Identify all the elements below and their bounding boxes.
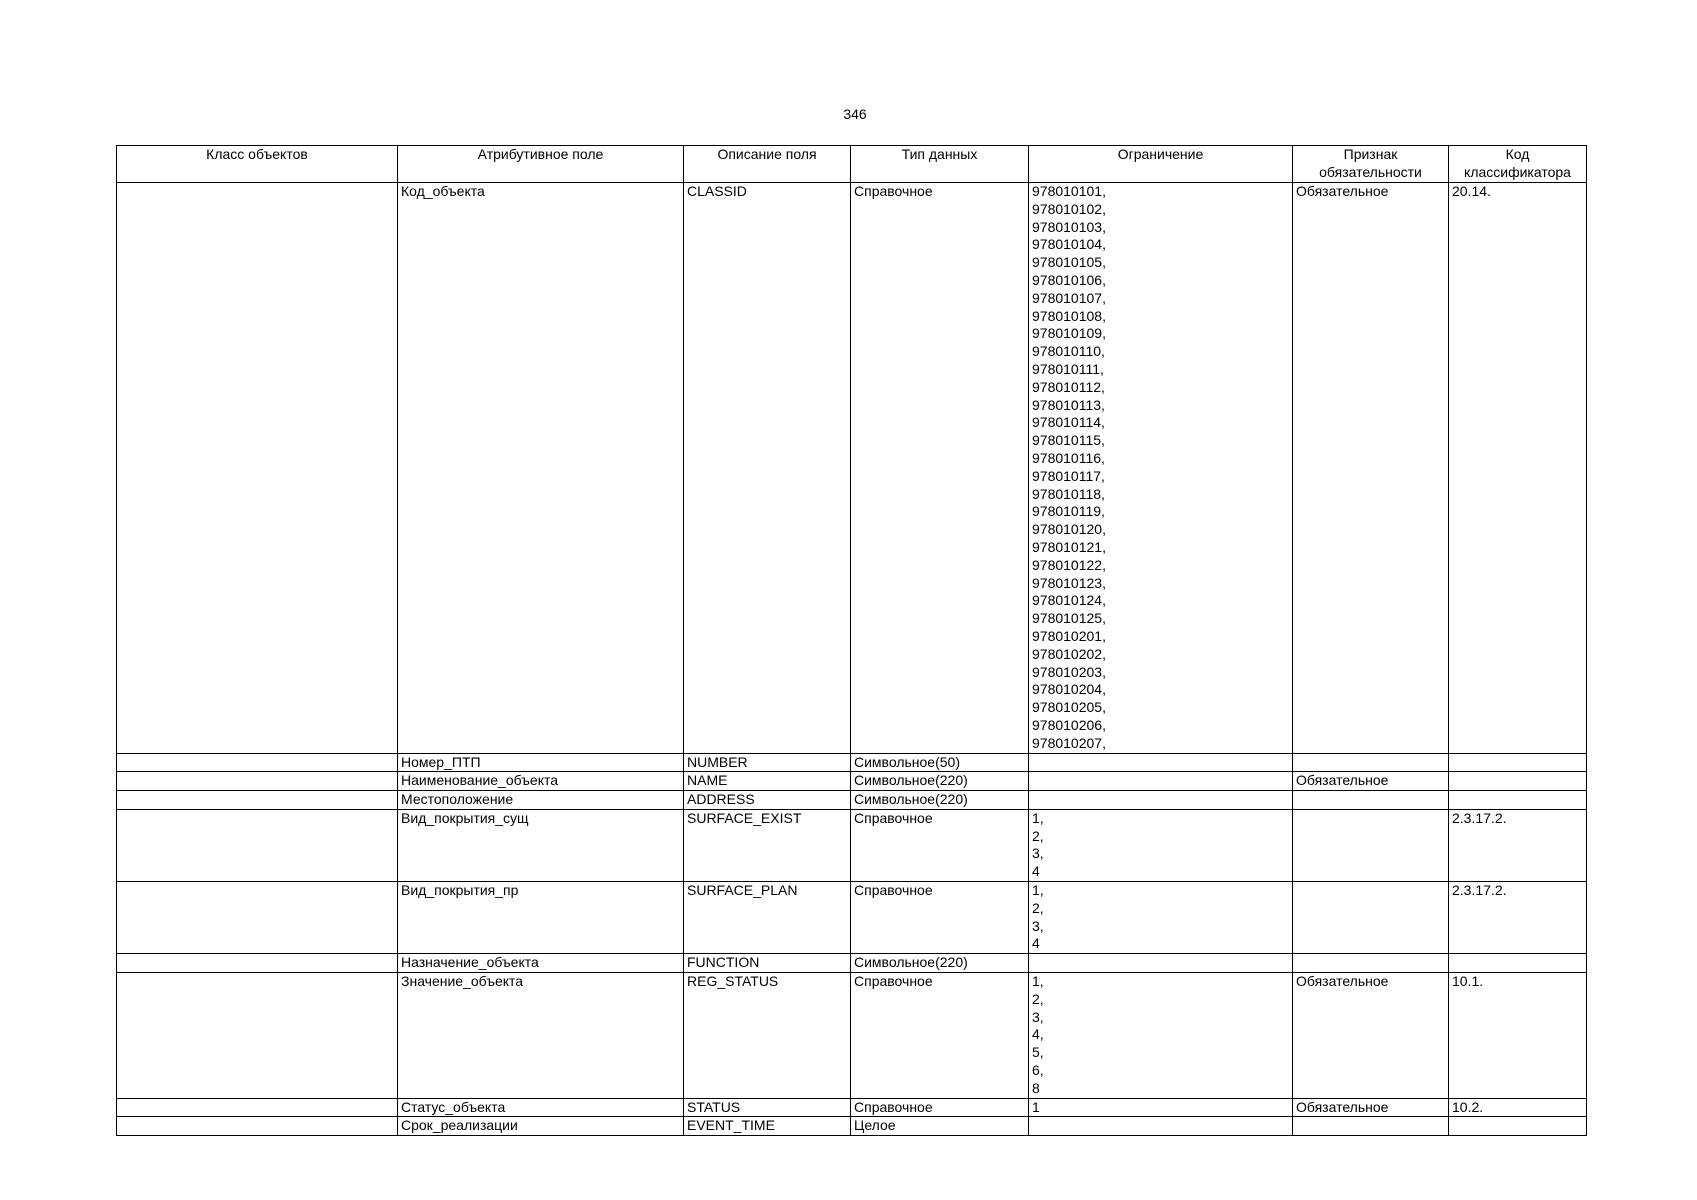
cell-class bbox=[117, 791, 398, 810]
cell-type: Символьное(220) bbox=[851, 791, 1029, 810]
cell-type: Справочное bbox=[851, 882, 1029, 954]
cell-classifier bbox=[1449, 954, 1587, 973]
cell-restriction: 1 bbox=[1029, 1098, 1293, 1117]
cell-class bbox=[117, 973, 398, 1099]
cell-classifier bbox=[1449, 1117, 1587, 1136]
attribute-table bbox=[116, 145, 1587, 1136]
cell-field: NUMBER bbox=[684, 753, 851, 772]
cell-restriction: 1, 2, 3, 4 bbox=[1029, 882, 1293, 954]
cell-restriction bbox=[1029, 753, 1293, 772]
cell-required bbox=[1293, 1117, 1449, 1136]
cell-restriction: 1, 2, 3, 4 bbox=[1029, 809, 1293, 881]
cell-classifier bbox=[1449, 753, 1587, 772]
cell-class bbox=[117, 1117, 398, 1136]
cell-classifier: 10.1. bbox=[1449, 973, 1587, 1099]
cell-restriction bbox=[1029, 954, 1293, 973]
cell-class bbox=[117, 882, 398, 954]
cell-class bbox=[117, 183, 398, 754]
cell-required bbox=[1293, 954, 1449, 973]
table-row bbox=[117, 183, 1587, 754]
cell-class bbox=[117, 809, 398, 881]
cell-required: Обязательное bbox=[1293, 772, 1449, 791]
cell-field: CLASSID bbox=[684, 183, 851, 754]
header-attribute: Атрибутивное поле bbox=[398, 146, 684, 183]
cell-classifier: 20.14. bbox=[1449, 183, 1587, 754]
cell-attribute: Вид_покрытия_пр bbox=[398, 882, 684, 954]
table-row bbox=[117, 973, 1587, 1099]
cell-classifier: 10.2. bbox=[1449, 1098, 1587, 1117]
cell-class bbox=[117, 772, 398, 791]
cell-type: Целое bbox=[851, 1117, 1029, 1136]
table-row bbox=[117, 954, 1587, 973]
header-field: Описание поля bbox=[684, 146, 851, 183]
cell-type: Символьное(50) bbox=[851, 753, 1029, 772]
cell-type: Справочное bbox=[851, 809, 1029, 881]
cell-attribute: Местоположение bbox=[398, 791, 684, 810]
cell-classifier bbox=[1449, 772, 1587, 791]
cell-attribute: Вид_покрытия_сущ bbox=[398, 809, 684, 881]
cell-type: Справочное bbox=[851, 183, 1029, 754]
table-row bbox=[117, 753, 1587, 772]
cell-field: SURFACE_PLAN bbox=[684, 882, 851, 954]
cell-classifier: 2.3.17.2. bbox=[1449, 882, 1587, 954]
cell-type: Символьное(220) bbox=[851, 772, 1029, 791]
cell-class bbox=[117, 1098, 398, 1117]
page-number: 346 bbox=[843, 106, 867, 122]
header-restriction: Ограничение bbox=[1029, 146, 1293, 183]
cell-required: Обязательное bbox=[1293, 973, 1449, 1099]
cell-required bbox=[1293, 882, 1449, 954]
cell-classifier bbox=[1449, 791, 1587, 810]
cell-type: Справочное bbox=[851, 1098, 1029, 1117]
cell-restriction: 978010101, 978010102, 978010103, 978010104, 978010105, 978010106, 978010107, 978010108, 978010109, 978010110, 978010111, 978010112, 978010113, 978010114, 978010115, 978010116, 978010117, 978010118, 978010119, 978010120, 978010121, 978010122, 978010123, 978010124, 978010125, 978010201, 978010202, 978010203, 978010204, 978010205, 978010206, 978010207, bbox=[1029, 183, 1293, 754]
cell-class bbox=[117, 954, 398, 973]
header-type: Тип данных bbox=[851, 146, 1029, 183]
cell-required: Обязательное bbox=[1293, 183, 1449, 754]
cell-required: Обязательное bbox=[1293, 1098, 1449, 1117]
header-required: Признак обязательности bbox=[1293, 146, 1449, 183]
table-row bbox=[117, 772, 1587, 791]
cell-type: Символьное(220) bbox=[851, 954, 1029, 973]
cell-field: STATUS bbox=[684, 1098, 851, 1117]
cell-attribute: Назначение_объекта bbox=[398, 954, 684, 973]
cell-attribute: Значение_объекта bbox=[398, 973, 684, 1099]
cell-class bbox=[117, 753, 398, 772]
table-row bbox=[117, 1098, 1587, 1117]
cell-type: Справочное bbox=[851, 973, 1029, 1099]
cell-attribute: Код_объекта bbox=[398, 183, 684, 754]
cell-attribute: Статус_объекта bbox=[398, 1098, 684, 1117]
cell-field: SURFACE_EXIST bbox=[684, 809, 851, 881]
table-row bbox=[117, 809, 1587, 881]
table-header-row bbox=[117, 146, 1587, 183]
cell-classifier: 2.3.17.2. bbox=[1449, 809, 1587, 881]
table-row bbox=[117, 1117, 1587, 1136]
cell-attribute: Наименование_объекта bbox=[398, 772, 684, 791]
cell-field: ADDRESS bbox=[684, 791, 851, 810]
cell-restriction bbox=[1029, 1117, 1293, 1136]
cell-field: REG_STATUS bbox=[684, 973, 851, 1099]
cell-attribute: Срок_реализации bbox=[398, 1117, 684, 1136]
cell-restriction bbox=[1029, 791, 1293, 810]
cell-attribute: Номер_ПТП bbox=[398, 753, 684, 772]
cell-required bbox=[1293, 753, 1449, 772]
cell-field: NAME bbox=[684, 772, 851, 791]
table-row bbox=[117, 882, 1587, 954]
header-classifier: Код классификатора bbox=[1449, 146, 1587, 183]
cell-required bbox=[1293, 791, 1449, 810]
cell-required bbox=[1293, 809, 1449, 881]
cell-restriction bbox=[1029, 772, 1293, 791]
cell-field: FUNCTION bbox=[684, 954, 851, 973]
table-row bbox=[117, 791, 1587, 810]
cell-restriction: 1, 2, 3, 4, 5, 6, 8 bbox=[1029, 973, 1293, 1099]
header-class: Класс объектов bbox=[117, 146, 398, 183]
cell-field: EVENT_TIME bbox=[684, 1117, 851, 1136]
